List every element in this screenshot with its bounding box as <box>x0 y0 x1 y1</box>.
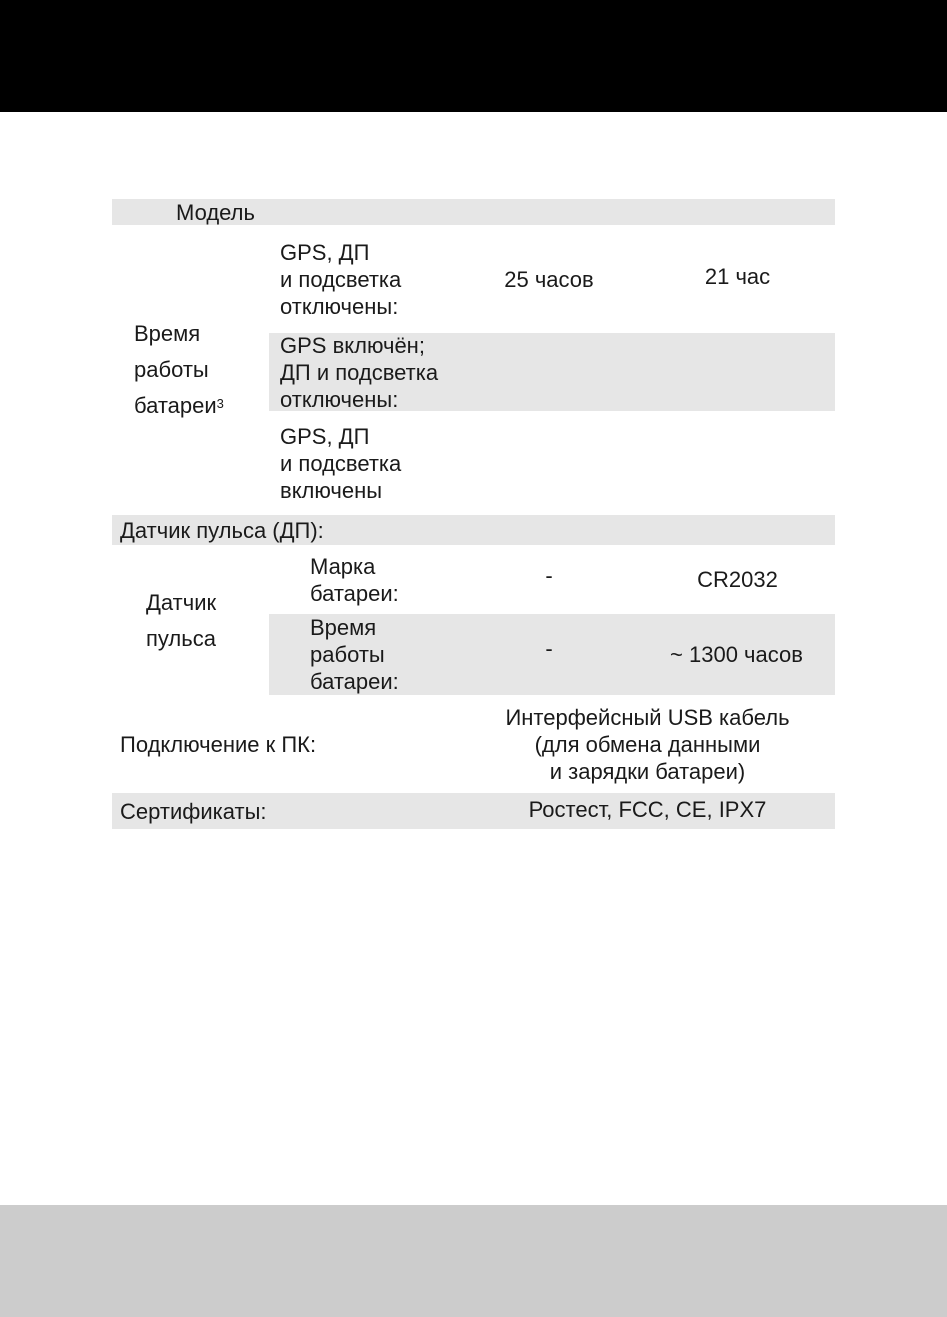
condition-1-line-3: отключены: <box>280 293 399 319</box>
battery-condition-1 <box>269 227 458 331</box>
battery-value-3b <box>640 413 835 513</box>
hr-param-2-line-3: батареи: <box>310 669 399 694</box>
battery-label-line-3 <box>134 388 224 424</box>
battery-time-label-cell <box>112 227 267 513</box>
bottom-gray-bar <box>0 1205 947 1317</box>
hr-param-1-line-2: батареи: <box>310 580 399 606</box>
condition-2-line-1: GPS включён; <box>280 332 425 358</box>
hr-value-2b <box>638 614 835 695</box>
hr-value-1b-text: CR2032 <box>697 567 778 592</box>
hr-value-2b-text: ~ 1300 часов <box>670 642 803 667</box>
condition-3-line-3: включены <box>280 477 383 503</box>
battery-label-line-1: Время <box>134 321 201 346</box>
battery-value-1a <box>460 227 638 331</box>
condition-3-line-2: и подсветка <box>280 450 402 476</box>
hr-value-2a <box>458 614 640 695</box>
pc-connection-value-line-1: Интерфейсный USB кабель <box>505 704 790 730</box>
hr-value-2a-text: - <box>545 636 553 661</box>
top-black-bar <box>0 0 947 112</box>
specifications-table <box>112 199 835 829</box>
condition-1-line-1: GPS, ДП <box>280 239 370 265</box>
model-label: Модель <box>176 199 255 225</box>
battery-value-3a <box>460 413 638 513</box>
battery-footnote-mark: 3 <box>216 396 224 411</box>
certificates-value-cell <box>460 793 835 825</box>
hr-param-2-line-2: работы <box>310 642 385 667</box>
hr-param-1-line-1: Марка <box>310 553 376 579</box>
condition-3-line-1: GPS, ДП <box>280 423 370 449</box>
pc-connection-value-line-2: (для обмена данными <box>534 731 761 757</box>
pc-connection-label: Подключение к ПК: <box>120 731 317 757</box>
battery-value-1b-text: 21 час <box>704 263 771 289</box>
hr-section-title-row <box>112 515 835 545</box>
hr-value-1a-text: - <box>545 563 553 588</box>
certificates-label: Сертификаты: <box>120 798 267 824</box>
hr-section-title: Датчик пульса (ДП): <box>120 517 324 543</box>
battery-condition-2 <box>269 333 835 411</box>
pc-connection-label-cell <box>112 697 458 791</box>
battery-label-line-2: работы <box>134 357 209 382</box>
hr-value-1a <box>460 547 638 612</box>
hr-sensor-label-cell <box>112 547 267 695</box>
hr-sensor-label-line-2: пульса <box>146 626 216 651</box>
hr-param-battery-brand <box>269 547 458 612</box>
condition-2-line-2: ДП и подсветка <box>280 359 439 385</box>
pc-connection-value-cell <box>460 697 835 791</box>
model-header-row <box>112 199 835 225</box>
hr-param-2-line-1: Время <box>310 615 377 640</box>
certificates-value: Ростест, FCC, CE, IPX7 <box>528 796 767 822</box>
hr-value-1b <box>640 547 835 612</box>
battery-value-1b <box>640 227 835 331</box>
battery-condition-3 <box>269 413 458 513</box>
pc-connection-value-line-3: и зарядки батареи) <box>549 758 746 784</box>
condition-1-line-2: и подсветка <box>280 266 402 292</box>
battery-value-1a-text: 25 часов <box>504 266 594 292</box>
battery-label-line-3-text: батареи <box>134 393 217 418</box>
hr-sensor-label-line-1: Датчик <box>146 590 217 615</box>
hr-param-battery-time <box>269 614 458 695</box>
condition-2-line-3: отключены: <box>280 386 399 412</box>
